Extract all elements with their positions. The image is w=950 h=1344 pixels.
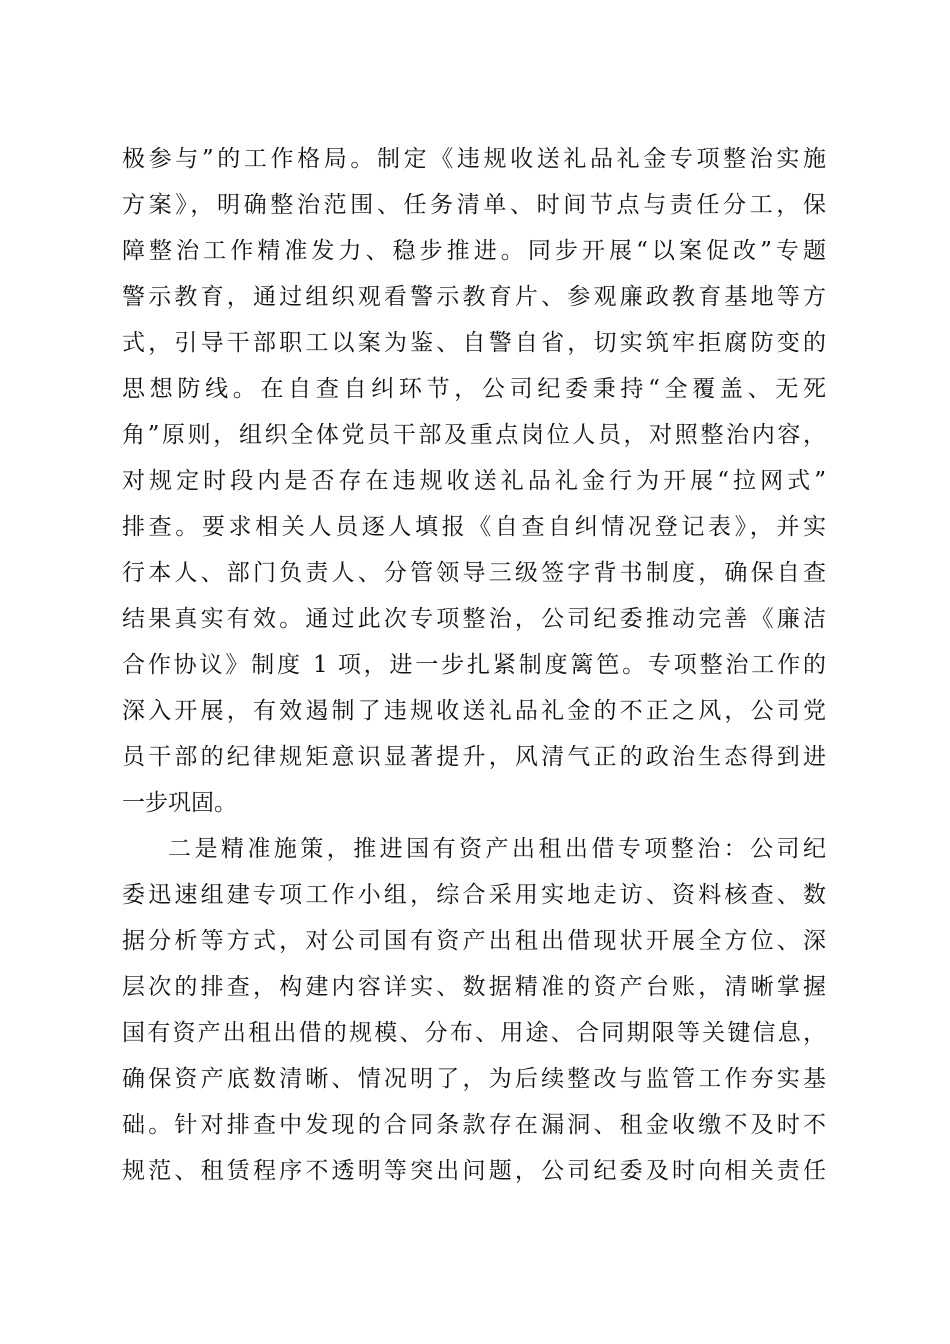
text-line: 角”原则，组织全体党员干部及重点岗位人员，对照整治内容， xyxy=(122,422,826,448)
text-line: 排查。要求相关人员逐人填报《自查自纠情况登记表》，并实 xyxy=(122,514,826,540)
text-line: 方案》，明确整治范围、任务清单、时间节点与责任分工，保 xyxy=(122,192,826,218)
text-line: 合作协议》制度 1 项，进一步扎紧制度篱笆。专项整治工作的 xyxy=(122,652,826,678)
text-line: 委迅速组建专项工作小组，综合采用实地走访、资料核查、数 xyxy=(122,882,826,908)
text-line: 二是精准施策，推进国有资产出租出借专项整治：公司纪 xyxy=(168,836,826,862)
text-line: 确保资产底数清晰、情况明了，为后续整改与监管工作夯实基 xyxy=(122,1066,826,1092)
text-line: 据分析等方式，对公司国有资产出租出借现状开展全方位、深 xyxy=(122,928,826,954)
text-line: 极参与”的工作格局。制定《违规收送礼品礼金专项整治实施 xyxy=(122,146,826,172)
paragraph-2 xyxy=(122,826,826,1194)
text-line: 国有资产出租出借的规模、分布、用途、合同期限等关键信息， xyxy=(122,1020,826,1046)
text-line: 规范、租赁程序不透明等突出问题，公司纪委及时向相关责任 xyxy=(122,1158,826,1184)
text-line: 员干部的纪律规矩意识显著提升，风清气正的政治生态得到进 xyxy=(122,744,826,770)
text-line: 障整治工作精准发力、稳步推进。同步开展“以案促改”专题 xyxy=(122,238,826,264)
text-line: 层次的排查，构建内容详实、数据精准的资产台账，清晰掌握 xyxy=(122,974,826,1000)
text-line: 行本人、部门负责人、分管领导三级签字背书制度，确保自查 xyxy=(122,560,826,586)
paragraph-1 xyxy=(122,136,826,826)
text-line: 式，引导干部职工以案为鉴、自警自省，切实筑牢拒腐防变的 xyxy=(122,330,826,356)
text-line: 深入开展，有效遏制了违规收送礼品礼金的不正之风，公司党 xyxy=(122,698,826,724)
text-line: 思想防线。在自查自纠环节，公司纪委秉持“全覆盖、无死 xyxy=(122,376,826,402)
text-line: 础。针对排查中发现的合同条款存在漏洞、租金收缴不及时不 xyxy=(122,1112,826,1138)
text-line: 一步巩固。 xyxy=(122,790,237,816)
document-body xyxy=(122,136,826,1194)
text-line: 对规定时段内是否存在违规收送礼品礼金行为开展“拉网式” xyxy=(122,468,826,494)
text-line: 结果真实有效。通过此次专项整治，公司纪委推动完善《廉洁 xyxy=(122,606,826,632)
text-line: 警示教育，通过组织观看警示教育片、参观廉政教育基地等方 xyxy=(122,284,826,310)
